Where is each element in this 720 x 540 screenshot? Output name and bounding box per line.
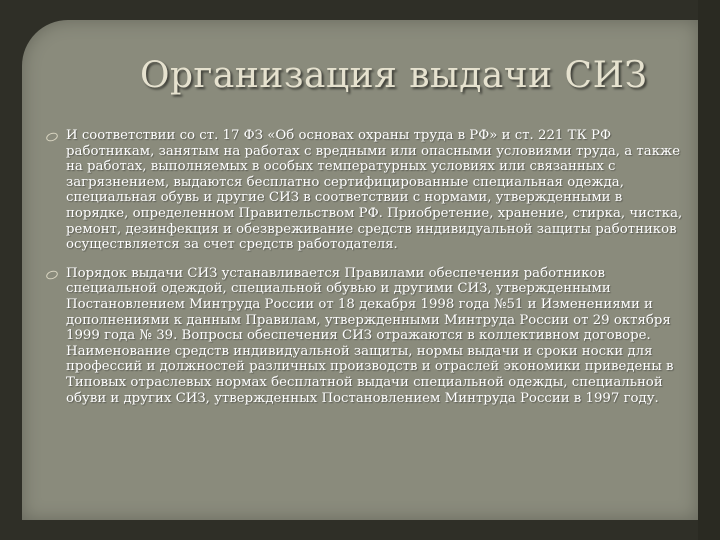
oval-bullet-icon [45,131,59,143]
oval-bullet-icon [45,269,59,281]
bullet-item [44,266,684,406]
slide-title: Организация выдачи СИЗ [140,55,648,96]
bullet-list [44,128,684,419]
bullet-text: Порядок выдачи СИЗ устанавливается Правилами обеспечения работников специальной одеждой, специальной обувью и другими СИЗ, утвержденными Постановлением Минтруда России от 18 декабря 1998 года №51 и Изменениями и дополнениями к данным Правилам, утвержденными Минтруда России от 29 октября 1999 года № 39. Вопросы обеспечения СИЗ отражаются в коллективном договоре. Наименование средств индивидуальной защиты, нормы выдачи и сроки носки для профессий и должностей различных производств и отраслей экономики приведены в Типовых отраслевых нормах бесплатной выдачи специальной одежды, специальной обуви и других СИЗ, утвержденных Постановлением Минтруда России в 1997 году. [66,265,674,406]
bullet-item [44,128,684,253]
bullet-text: И соответствии со ст. 17 ФЗ «Об основах охраны труда в РФ» и ст. 221 ТК РФ работникам, занятым на работах с вредными или опасными условиями труда, а также на работах, выполняемых в особых температурных условиях или связанных с загрязнением, выдаются бесплатно сертифицированные специальная одежда, специальная обувь и другие СИЗ в соответствии с нормами, утвержденными в порядке, определенном Правительством РФ. Приобретение, хранение, стирка, чистка, ремонт, дезинфекция и обезвреживание средств индивидуальной защиты работников осуществляется за счет средств работодателя. [66,128,683,253]
right-frame-bar [698,0,720,540]
